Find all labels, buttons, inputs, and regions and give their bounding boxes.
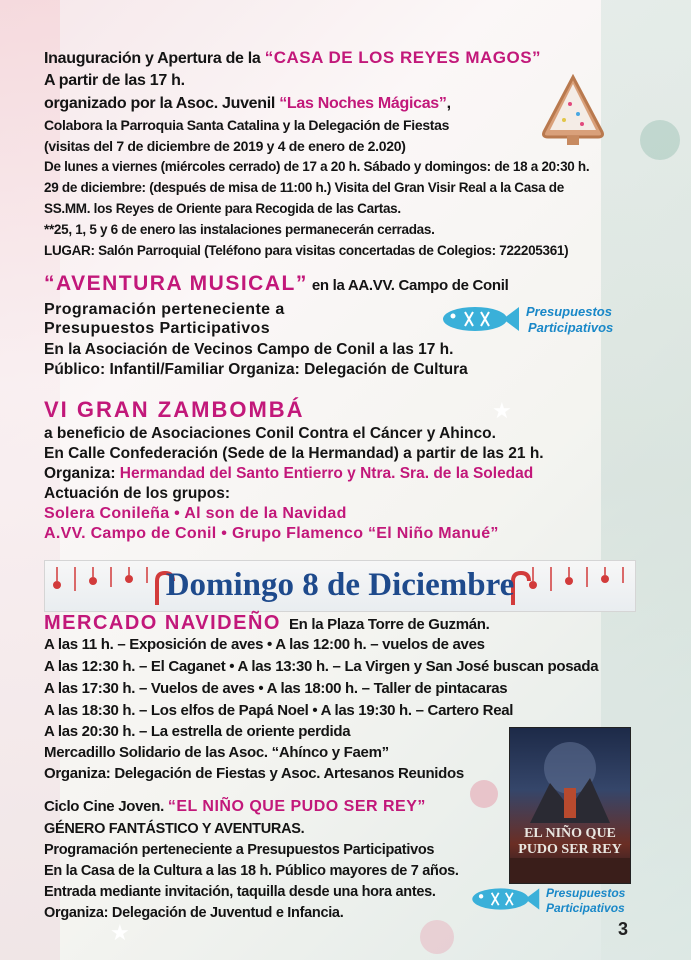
page-number: 3 xyxy=(618,919,629,939)
mercado-item: A las 20:30 h. – La estrella de oriente perdida xyxy=(44,723,351,740)
mercado-item: Organiza: Delegación de Fiestas y Asoc. Artesanos Reunidos xyxy=(44,765,464,782)
ornament-ball xyxy=(470,780,498,808)
zambomba-beneficiary: a beneficio de Asociaciones Conil Contra el Cáncer y Ahinco. xyxy=(44,425,496,442)
casa-reyes-location: LUGAR: Salón Parroquial (Teléfono para visitas concertadas de Colegios: 722205361) xyxy=(44,243,569,258)
cine-genre: GÉNERO FANTÁSTICO Y AVENTURAS. xyxy=(44,821,305,837)
cine-program: Programación perteneciente a Presupuestos Participativos xyxy=(44,842,435,858)
banner-title: Domingo 8 de Diciembre xyxy=(165,567,515,603)
poster-art-icon xyxy=(510,728,630,883)
tree-cookie-icon xyxy=(540,74,606,146)
mercado-item: A las 18:30 h. – Los elfos de Papá Noel • A las 19:30 h. – Cartero Real xyxy=(44,702,514,719)
mercado-item: A las 12:30 h. – El Caganet • A las 13:30 h. – La Virgen y San José buscan posada xyxy=(44,658,599,675)
poster-title: EL NIÑO QUE PUDO SER REY xyxy=(518,826,622,857)
zambomba-groups-label: Actuación de los grupos: xyxy=(44,485,231,502)
casa-reyes-dates: (visitas del 7 de diciembre de 2019 y 4 de enero de 2.020) xyxy=(44,138,406,154)
cine-venue: En la Casa de la Cultura a las 18 h. Público mayores de 7 años. xyxy=(44,863,459,879)
casa-reyes-hours: De lunes a viernes (miércoles cerrado) de 17 a 20 h. Sábado y domingos: de 18 a 20:30 h. xyxy=(44,159,590,174)
aventura-musical-heading: “AVENTURA MUSICAL” en la AA.VV. Campo de Conil xyxy=(44,272,509,295)
fish-logo-icon xyxy=(467,884,541,914)
star-icon: ★ xyxy=(110,920,130,945)
date-banner xyxy=(44,560,636,612)
casa-reyes-letters: SS.MM. los Reyes de Oriente para Recogida de las Cartas. xyxy=(44,201,401,216)
fish-logo-icon xyxy=(437,302,521,336)
ornament-ball xyxy=(640,120,680,160)
cine-heading: Ciclo Cine Joven. “EL NIÑO QUE PUDO SER REY” xyxy=(44,798,426,815)
zambomba-groups-line2: A.VV. Campo de Conil • Grupo Flamenco “El Niño Manué” xyxy=(44,525,499,542)
casa-reyes-organizer: organizado por la Asoc. Juvenil “Las Noches Mágicas”, xyxy=(44,95,451,112)
aventura-audience: Público: Infantil/Familiar Organiza: Delegación de Cultura xyxy=(44,361,468,378)
ornament-ball xyxy=(420,920,454,954)
zambomba-heading: VI GRAN ZAMBOMBÁ xyxy=(44,397,305,422)
presupuestos-logo-label: Presupuestos Participativos xyxy=(526,304,614,335)
star-icon: ★ xyxy=(492,398,512,423)
cine-entry: Entrada mediante invitación, taquilla desde una hora antes. xyxy=(44,884,436,900)
aventura-venue: En la Asociación de Vecinos Campo de Conil a las 17 h. xyxy=(44,341,454,358)
casa-reyes-visit: 29 de diciembre: (después de misa de 11:00 h.) Visita del Gran Visir Real a la Casa de xyxy=(44,180,564,195)
casa-reyes-closed-note: **25, 1, 5 y 6 de enero las instalaciones permanecerán cerradas. xyxy=(44,222,435,237)
zambomba-venue: En Calle Confederación (Sede de la Hermandad) a partir de las 21 h. xyxy=(44,445,544,462)
zambomba-groups-line1: Solera Conileña • Al son de la Navidad xyxy=(44,505,347,522)
mercado-heading: MERCADO NAVIDEÑO En la Plaza Torre de Guzmán. xyxy=(44,612,490,634)
aventura-budget-line: Presupuestos Participativos xyxy=(44,320,270,337)
presupuestos-logo-label: Presupuestos Participativos xyxy=(546,886,626,915)
mercado-item: A las 11 h. – Exposición de aves • A las 12:00 h. – vuelos de aves xyxy=(44,636,485,653)
movie-poster-image xyxy=(509,727,631,884)
casa-reyes-heading: Inauguración y Apertura de la “CASA DE LOS REYES MAGOS” xyxy=(44,48,542,67)
zambomba-organizer: Organiza: Hermandad del Santo Entierro y Ntra. Sra. de la Soledad xyxy=(44,465,534,482)
mercado-item: Mercadillo Solidario de las Asoc. “Ahínco y Faem” xyxy=(44,744,389,761)
casa-reyes-collaborators: Colabora la Parroquia Santa Catalina y la Delegación de Fiestas xyxy=(44,117,450,133)
casa-reyes-start-time: A partir de las 17 h. xyxy=(44,72,185,89)
cine-organizer: Organiza: Delegación de Juventud e Infancia. xyxy=(44,905,344,921)
aventura-program-line: Programación perteneciente a xyxy=(44,301,285,318)
mercado-item: A las 17:30 h. – Vuelos de aves • A las 18:00 h. – Taller de pintacaras xyxy=(44,680,508,697)
